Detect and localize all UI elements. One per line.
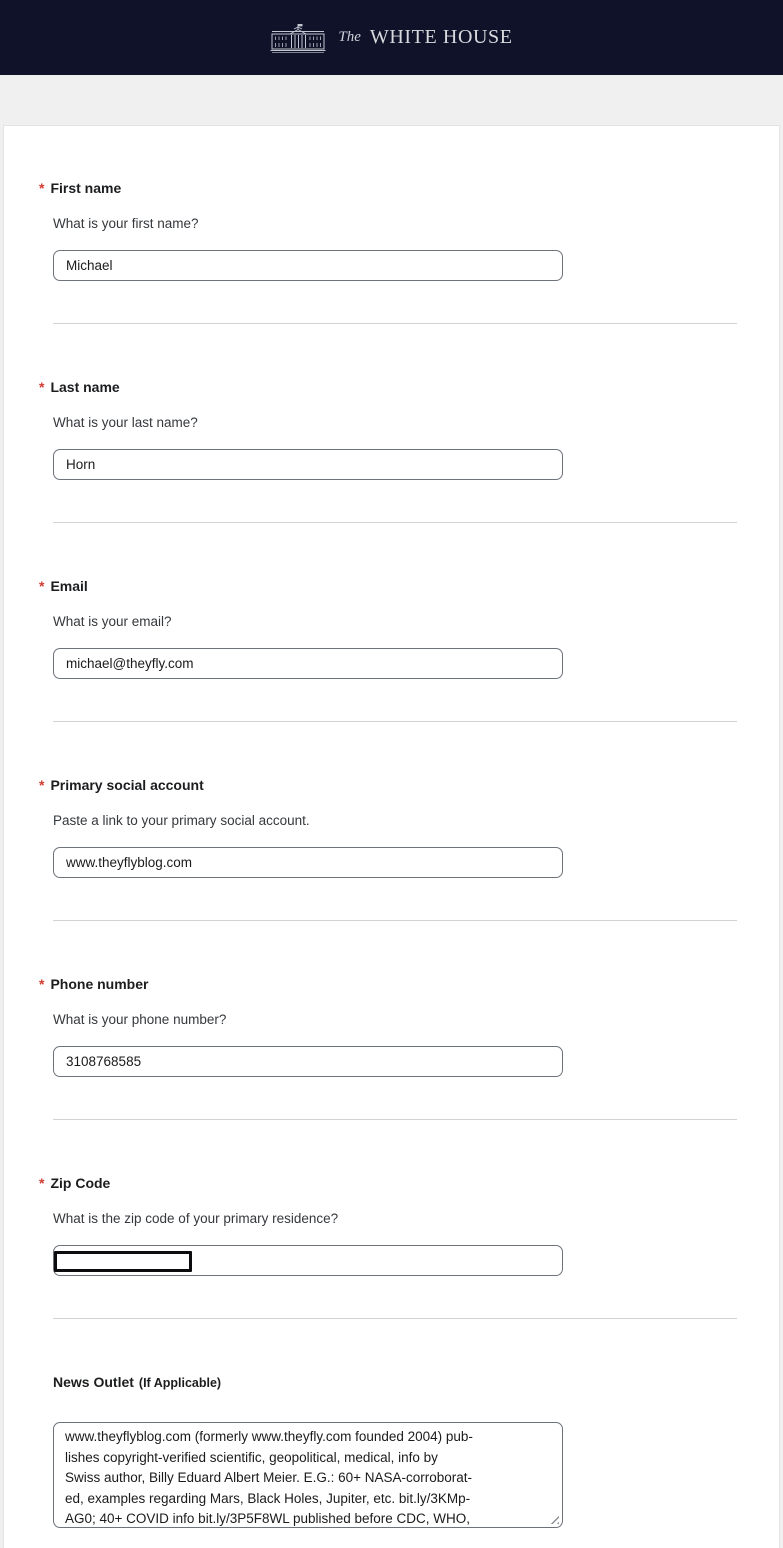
brand-the: The (338, 29, 361, 45)
field-description: What is your email? (53, 614, 172, 629)
first-name-input[interactable] (53, 250, 563, 281)
field-label: Zip Code (50, 1175, 111, 1191)
field-label: Email (50, 578, 88, 594)
form-card (3, 125, 780, 1548)
field-email (4, 578, 779, 679)
section-divider (53, 721, 737, 722)
field-label-row (39, 180, 779, 197)
section-divider (53, 522, 737, 523)
required-asterisk: * (39, 976, 45, 992)
brand-name: WHITE HOUSE (369, 26, 513, 48)
news-outlet-textarea[interactable] (53, 1422, 563, 1528)
field-news-outlet (4, 1374, 779, 1528)
required-asterisk: * (39, 1175, 45, 1191)
field-description: What is your phone number? (53, 1012, 227, 1027)
field-description: What is the zip code of your primary residence? (53, 1211, 339, 1226)
phone-input[interactable] (53, 1046, 563, 1077)
field-label: Last name (50, 379, 120, 395)
field-description: What is your last name? (53, 415, 198, 430)
zip-focus-outline (54, 1251, 192, 1272)
field-last-name (4, 379, 779, 480)
field-description: Paste a link to your primary social account. (53, 813, 310, 828)
required-asterisk: * (39, 578, 45, 594)
field-label-row (39, 379, 779, 396)
field-primary-social-account (4, 777, 779, 878)
field-label-row (39, 976, 779, 993)
site-header (0, 0, 783, 75)
field-zip-code (4, 1175, 779, 1276)
required-asterisk: * (39, 777, 45, 793)
section-divider (53, 1119, 737, 1120)
required-asterisk: * (39, 180, 45, 196)
field-label: Phone number (50, 976, 149, 992)
social-account-input[interactable] (53, 847, 563, 878)
field-description: What is your first name? (53, 216, 199, 231)
white-house-logo (270, 23, 512, 53)
field-phone-number (4, 976, 779, 1077)
section-divider (53, 920, 737, 921)
section-divider (53, 323, 737, 324)
section-divider (53, 1318, 737, 1319)
field-label-row (39, 1175, 779, 1192)
last-name-input[interactable] (53, 449, 563, 480)
field-label-row (39, 777, 779, 794)
required-asterisk: * (39, 379, 45, 395)
field-label-row (39, 578, 779, 595)
field-label-suffix: (If Applicable) (138, 1376, 222, 1390)
white-house-building-icon (270, 23, 326, 53)
field-label: First name (50, 180, 122, 196)
field-label: Primary social account (50, 777, 204, 793)
field-first-name (4, 180, 779, 281)
field-label: News Outlet (53, 1374, 134, 1390)
field-label-row (53, 1374, 779, 1392)
email-input[interactable] (53, 648, 563, 679)
